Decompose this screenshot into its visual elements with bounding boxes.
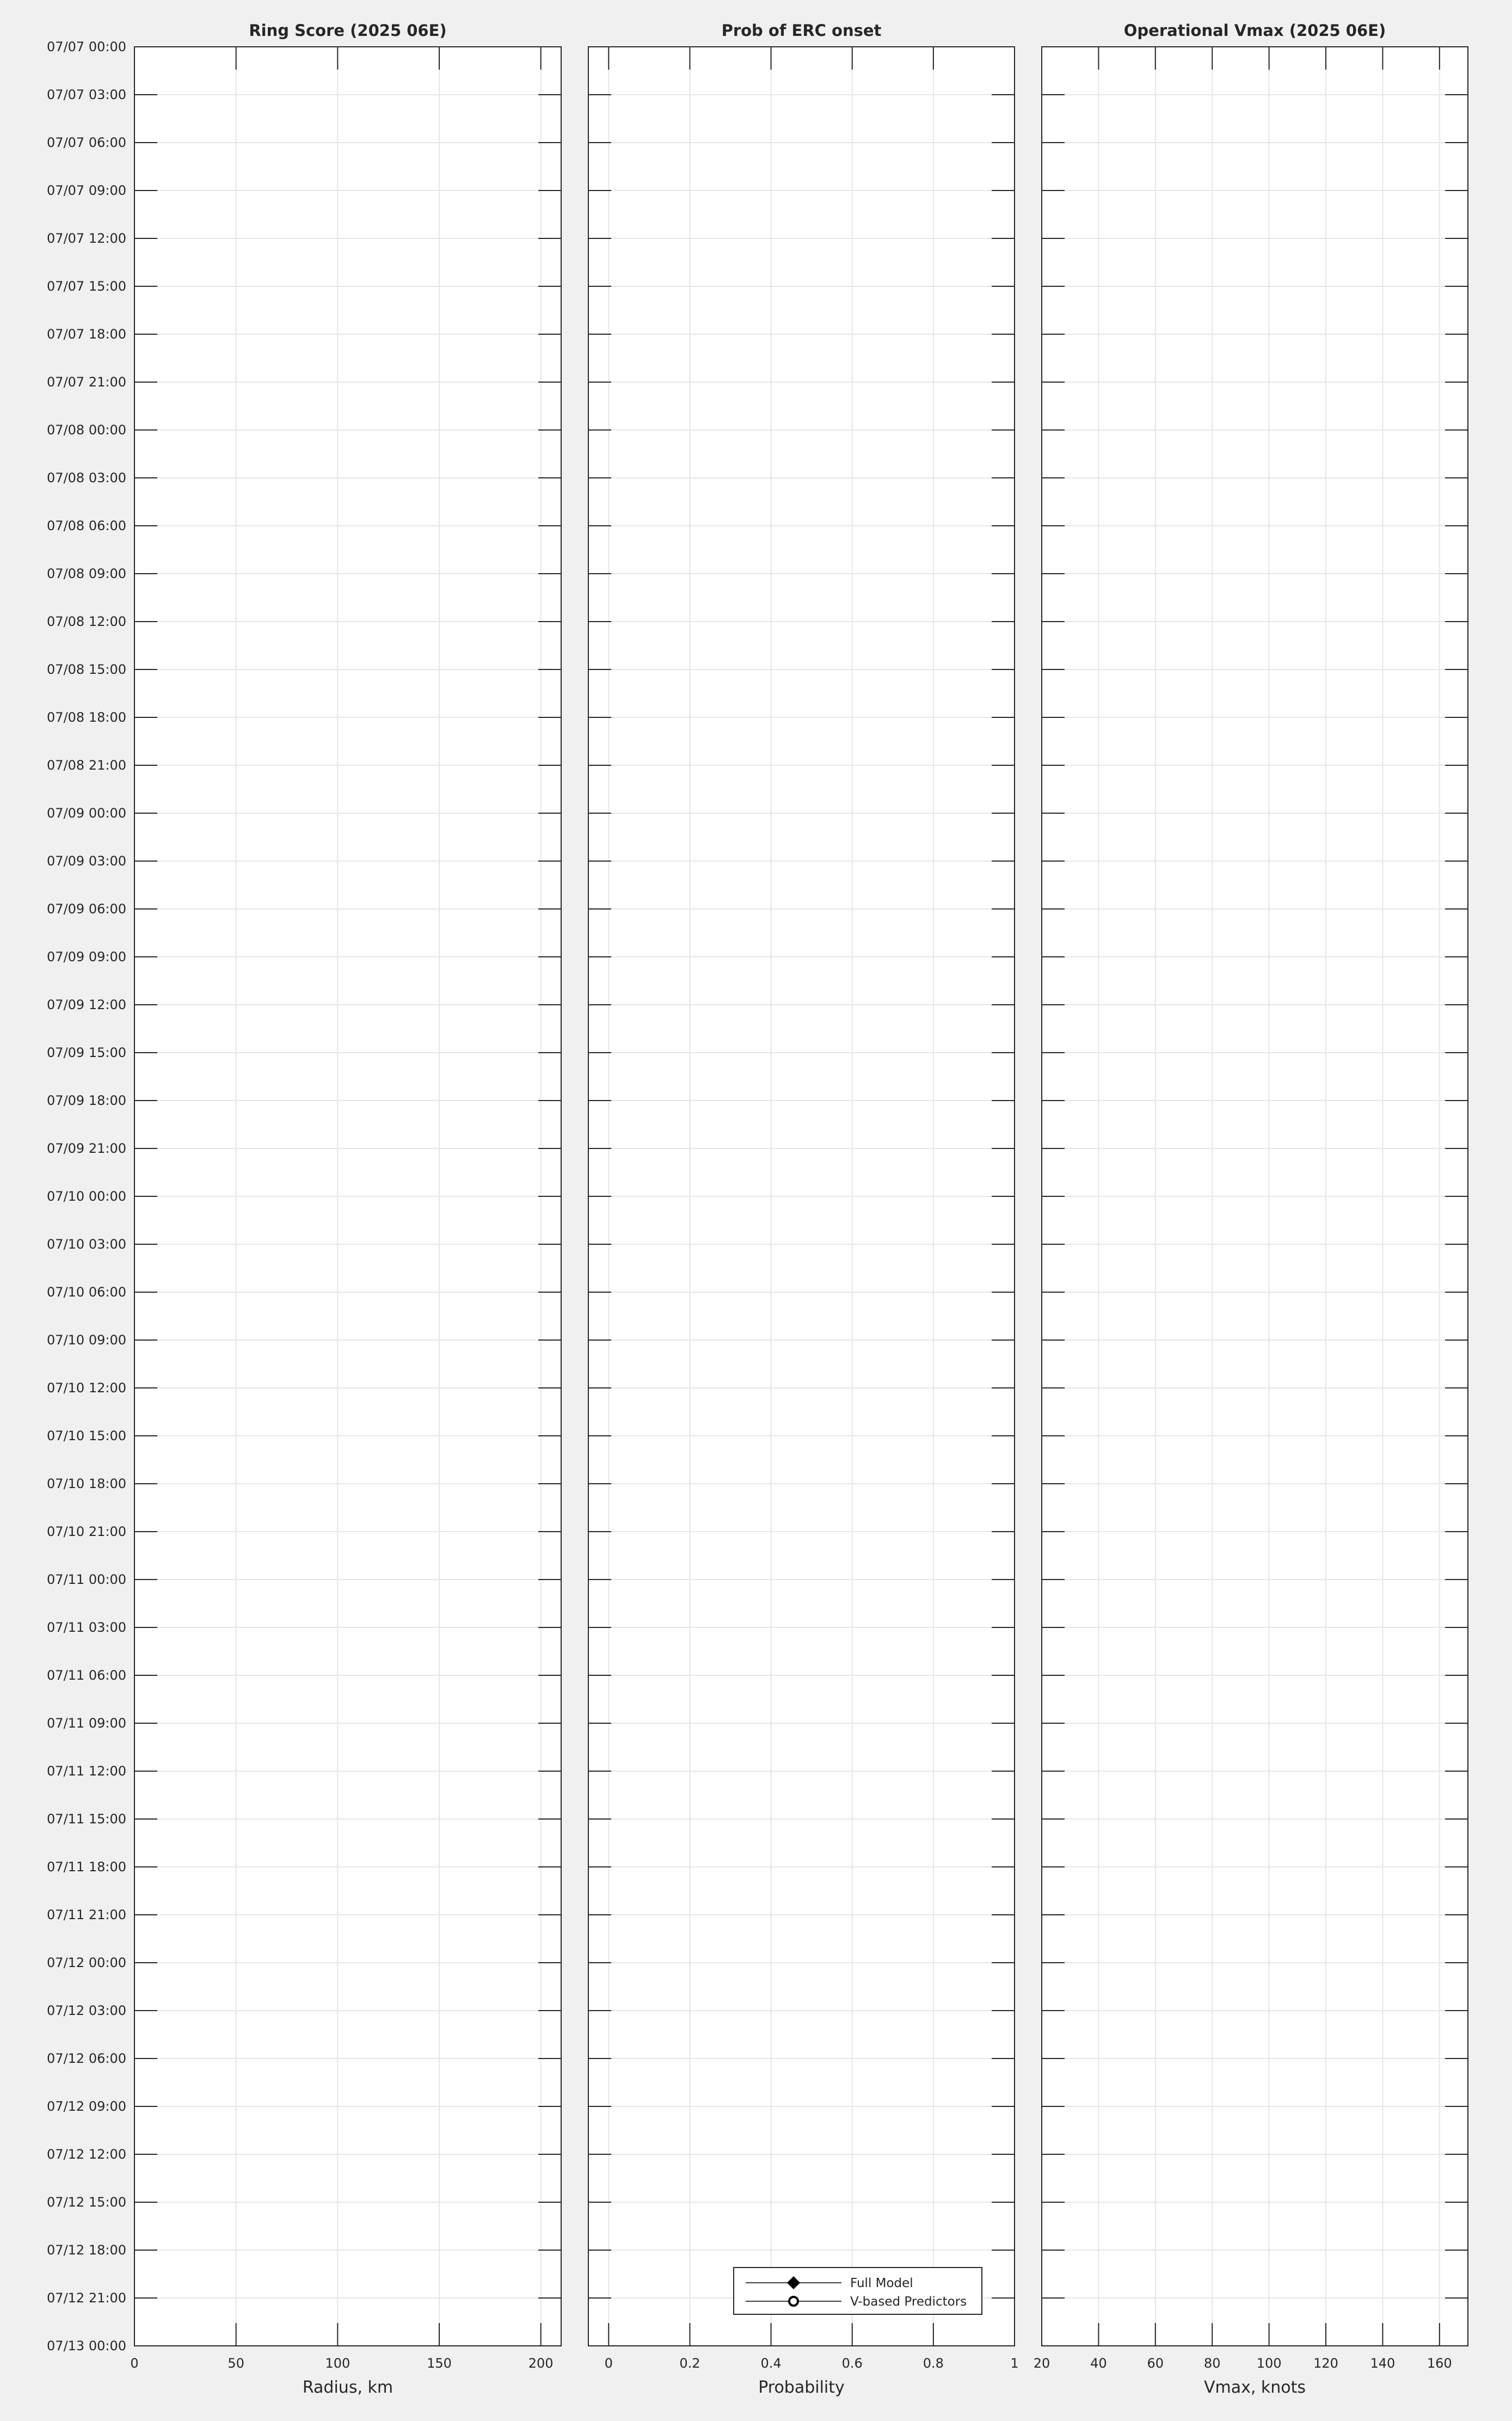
time-tick-label: 07/11 21:00 — [47, 1907, 126, 1922]
x-tick-label: 0 — [130, 2356, 139, 2371]
time-tick-label: 07/08 15:00 — [47, 662, 126, 677]
time-tick-label: 07/12 15:00 — [47, 2195, 126, 2210]
time-tick-label: 07/09 03:00 — [47, 853, 126, 869]
time-tick-label: 07/09 18:00 — [47, 1093, 126, 1108]
x-tick-label: 0.4 — [760, 2356, 782, 2371]
x-tick-label: 0.8 — [923, 2356, 944, 2371]
legend-circle-marker — [789, 2297, 798, 2306]
time-tick-label: 07/07 12:00 — [47, 231, 126, 246]
time-tick-label: 07/08 06:00 — [47, 518, 126, 533]
x-tick-label: 60 — [1147, 2356, 1164, 2371]
time-tick-label: 07/12 21:00 — [47, 2290, 126, 2306]
time-tick-label: 07/09 06:00 — [47, 901, 126, 917]
x-tick-label: 0.6 — [841, 2356, 863, 2371]
x-tick-label: 100 — [325, 2356, 351, 2371]
time-tick-label: 07/08 03:00 — [47, 470, 126, 486]
time-tick-label: 07/11 09:00 — [47, 1716, 126, 1731]
time-tick-label: 07/12 09:00 — [47, 2099, 126, 2114]
time-tick-label: 07/07 03:00 — [47, 87, 126, 102]
x-tick-label: 200 — [528, 2356, 554, 2371]
time-tick-label: 07/12 03:00 — [47, 2003, 126, 2018]
chart-panel-1 — [130, 21, 561, 2397]
time-tick-label: 07/09 21:00 — [47, 1141, 126, 1156]
chart-title: Operational Vmax (2025 06E) — [1123, 21, 1386, 40]
chart-panel-3 — [1034, 21, 1468, 2397]
time-tick-label: 07/12 06:00 — [47, 2051, 126, 2066]
x-tick-label: 160 — [1427, 2356, 1452, 2371]
time-tick-label: 07/09 09:00 — [47, 949, 126, 964]
legend-label: V-based Predictors — [850, 2295, 967, 2309]
time-tick-label: 07/11 03:00 — [47, 1620, 126, 1635]
x-tick-label: 20 — [1033, 2356, 1050, 2371]
time-tick-label: 07/11 12:00 — [47, 1763, 126, 1779]
time-tick-label: 07/10 06:00 — [47, 1285, 126, 1300]
chart-panel-2 — [588, 21, 1019, 2397]
time-tick-label: 07/07 06:00 — [47, 135, 126, 150]
time-tick-label: 07/07 15:00 — [47, 279, 126, 294]
time-tick-label: 07/08 21:00 — [47, 758, 126, 773]
x-axis-label: Vmax, knots — [1203, 2378, 1306, 2397]
time-tick-label: 07/08 18:00 — [47, 710, 126, 725]
time-tick-label: 07/10 12:00 — [47, 1380, 126, 1396]
time-tick-label: 07/10 21:00 — [47, 1524, 126, 1539]
x-tick-label: 0 — [604, 2356, 613, 2371]
time-tick-label: 07/11 00:00 — [47, 1572, 126, 1587]
x-tick-label: 150 — [427, 2356, 452, 2371]
time-tick-label: 07/12 18:00 — [47, 2242, 126, 2258]
time-tick-label: 07/10 03:00 — [47, 1237, 126, 1252]
time-tick-label: 07/09 15:00 — [47, 1045, 126, 1060]
time-tick-label: 07/09 00:00 — [47, 806, 126, 821]
legend-label: Full Model — [850, 2276, 913, 2290]
time-tick-label: 07/11 15:00 — [47, 1811, 126, 1827]
time-tick-label: 07/08 00:00 — [47, 422, 126, 438]
x-axis-label: Probability — [758, 2378, 845, 2397]
x-tick-label: 100 — [1256, 2356, 1282, 2371]
time-tick-label: 07/10 15:00 — [47, 1428, 126, 1443]
x-tick-label: 80 — [1203, 2356, 1221, 2371]
x-tick-label: 1 — [1010, 2356, 1019, 2371]
time-tick-label: 07/07 18:00 — [47, 327, 126, 342]
time-tick-label: 07/10 18:00 — [47, 1476, 126, 1491]
time-tick-label: 07/12 00:00 — [47, 1955, 126, 1970]
chart-title: Prob of ERC onset — [721, 21, 882, 40]
time-axis-labels — [47, 39, 126, 2354]
time-tick-label: 07/07 09:00 — [47, 183, 126, 198]
x-tick-label: 40 — [1090, 2356, 1107, 2371]
time-tick-label: 07/10 09:00 — [47, 1332, 126, 1348]
x-tick-label: 0.2 — [679, 2356, 700, 2371]
time-tick-label: 07/07 00:00 — [47, 39, 126, 54]
x-tick-label: 140 — [1370, 2356, 1396, 2371]
chart-title: Ring Score (2025 06E) — [249, 21, 447, 40]
x-tick-label: 120 — [1313, 2356, 1338, 2371]
time-tick-label: 07/13 00:00 — [47, 2338, 126, 2354]
time-tick-label: 07/08 09:00 — [47, 566, 126, 581]
x-axis-label: Radius, km — [302, 2378, 394, 2397]
time-tick-label: 07/07 21:00 — [47, 374, 126, 390]
time-tick-label: 07/11 18:00 — [47, 1859, 126, 1875]
time-tick-label: 07/11 06:00 — [47, 1668, 126, 1683]
x-tick-label: 50 — [228, 2356, 244, 2371]
legend — [734, 2268, 982, 2314]
time-tick-label: 07/10 00:00 — [47, 1189, 126, 1204]
time-tick-label: 07/12 12:00 — [47, 2147, 126, 2162]
time-tick-label: 07/08 12:00 — [47, 614, 126, 629]
time-tick-label: 07/09 12:00 — [47, 997, 126, 1012]
